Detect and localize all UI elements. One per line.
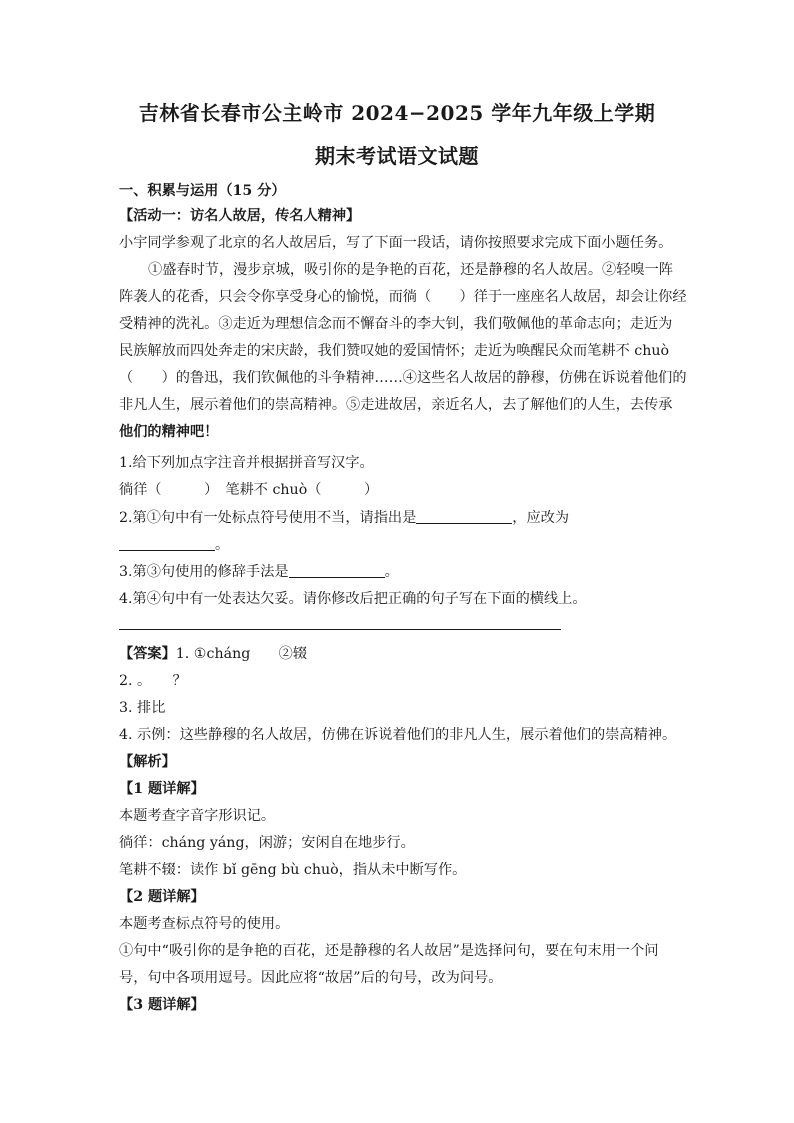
passage-line: （ ）的鲁迅，我们钦佩他的斗争精神……④这些名人故居的静穆，仿佛在诉说着他们的 [119, 370, 687, 386]
analysis-label: 【解析】 [119, 754, 176, 770]
answer-blank[interactable] [119, 536, 215, 551]
passage-line: 阵袭人的花香，只会令你享受身心的愉悦，而徜（ ）徉于一座座名人故居，却会让你经 [119, 289, 687, 305]
question-2-end: 。 [215, 537, 230, 553]
answer-1: 1. ①cháng ②辍 [175, 646, 308, 662]
activity-heading: 【活动一：访名人故居，传名人精神】 [119, 208, 361, 224]
question-1-items: 徜徉（ ） 笔耕不 chuò（ ） [119, 482, 379, 498]
question-3-text: 3.第③句使用的修辞手法是 [119, 564, 289, 580]
question-3 [119, 561, 399, 581]
answer-3: 3. 排比 [119, 700, 166, 716]
question-2 [119, 507, 569, 527]
question-2-line2 [119, 534, 229, 554]
answer-blank[interactable] [416, 509, 512, 524]
passage-line: ①盛春时节，漫步京城，吸引你的是争艳的百花，还是静穆的名人故居。②轻嗅一阵 [148, 262, 673, 278]
passage-line: 他们的精神吧！ [119, 424, 219, 440]
document-title-line1: 吉林省长春市公主岭市 2024−2025 学年九年级上学期 [138, 101, 656, 125]
document-title-line2: 期末考试语文试题 [315, 144, 479, 168]
answer-2: 2. 。 ？ [119, 673, 187, 689]
detail-1-line: 本题考查字音字形识记。 [119, 808, 276, 824]
answer-label: 【答案】 [119, 646, 176, 662]
detail-3-title: 【3 题详解】 [119, 997, 205, 1013]
answer-line-1 [119, 643, 307, 663]
passage-line: 受精神的洗礼。③走近为理想信念而不懈奋斗的李大钊，我们敬佩他的革命志向；走近为 [119, 316, 673, 332]
answer-blank[interactable] [289, 563, 385, 578]
passage-line: 民族解放而四处奔走的宋庆龄，我们赞叹她的爱国情怀；走近为唤醒民众而笔耕不 chuò [119, 343, 670, 359]
passage-line: 非凡人生，展示着他们的崇高精神。⑤走进故居，亲近名人，去了解他们的人生，去传承 [119, 397, 673, 413]
question-2-text: 2.第①句中有一处标点符号使用不当，请指出是 [119, 510, 417, 526]
question-3-end: 。 [384, 564, 399, 580]
question-4: 4.第④句中有一处表达欠妥。请你修改后把正确的句子写在下面的横线上。 [119, 591, 587, 607]
detail-2-line: 号，句中各项用逗号。因此应将“故居”后的句号，改为问号。 [119, 970, 503, 986]
detail-1-line: 笔耕不辍：读作 bǐ gēng bù chuò，指从未中断写作。 [119, 862, 467, 878]
answer-rule-line[interactable] [119, 629, 561, 630]
detail-2-line: ①句中“吸引你的是争艳的百花，还是静穆的名人故居”是选择问句，要在句末用一个问 [119, 943, 659, 959]
question-2-text-b: ，应改为 [512, 510, 570, 526]
detail-1-line: 徜徉：cháng yáng，闲游；安闲自在地步行。 [119, 835, 415, 851]
section-heading: 一、积累与运用（15 分） [119, 183, 286, 199]
detail-2-title: 【2 题详解】 [119, 889, 205, 905]
intro-text: 小宇同学参观了北京的名人故居后，写了下面一段话，请你按照要求完成下面小题任务。 [119, 235, 673, 251]
detail-2-line: 本题考查标点符号的使用。 [119, 916, 290, 932]
detail-1-title: 【1 题详解】 [119, 781, 205, 797]
answer-4: 4. 示例：这些静穆的名人故居，仿佛在诉说着他们的非凡人生，展示着他们的崇高精神。 [119, 727, 677, 743]
question-1: 1.给下列加点字注音并根据拼音写汉字。 [119, 455, 374, 471]
